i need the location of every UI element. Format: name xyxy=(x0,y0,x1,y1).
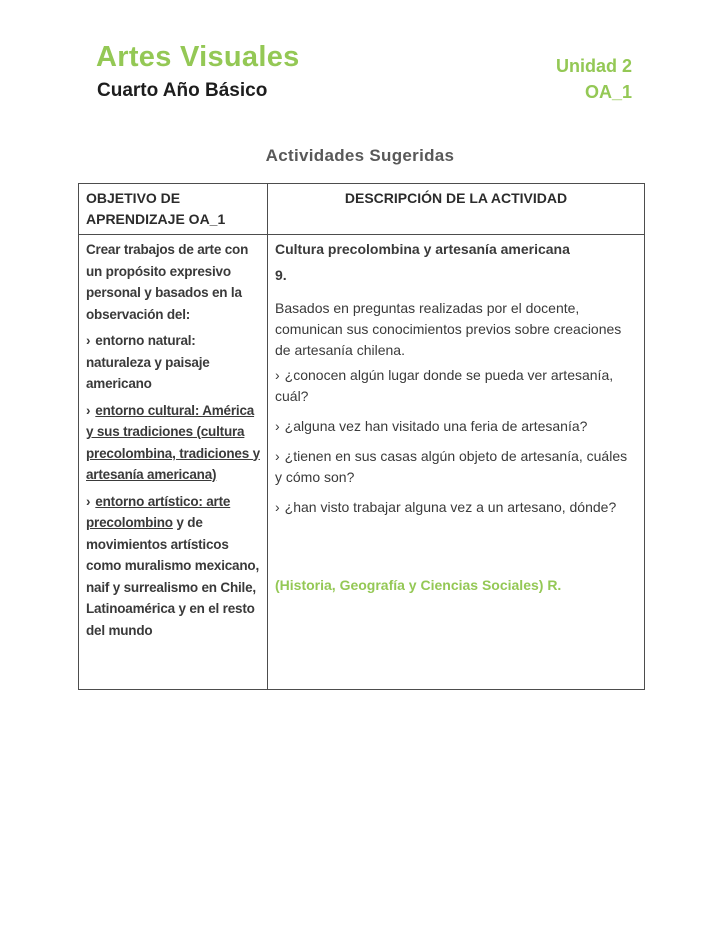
unit-block xyxy=(556,53,632,105)
objective-intro: Crear trabajos de arte con un propósito expresivo personal y basados en la observación del: xyxy=(86,242,249,322)
question-marker: › xyxy=(275,367,280,383)
activity-question xyxy=(275,497,637,518)
activity-question xyxy=(275,416,637,437)
bullet-underlined-text: entorno cultural: América y sus tradiciones (cultura precolombina, tradiciones y artesanía americana) xyxy=(86,402,260,482)
oa-label: OA_1 xyxy=(584,82,632,102)
activity-footer: (Historia, Geografía y Ciencias Sociales) R. xyxy=(275,577,562,593)
document-subtitle: Cuarto Año Básico xyxy=(97,80,268,101)
activity-cell xyxy=(268,235,645,690)
bullet-underlined-text: entorno artístico: arte precolombino xyxy=(86,493,231,530)
bullet-text: entorno natural: naturaleza y paisaje americano xyxy=(86,333,210,391)
activities-table xyxy=(78,183,645,690)
objective-bullet xyxy=(86,491,260,642)
activity-heading: Cultura precolombina y artesanía americana xyxy=(275,241,570,257)
bullet-marker: › xyxy=(86,333,91,348)
question-text: ¿conocen algún lugar donde se pueda ver artesanía, cuál? xyxy=(275,367,614,404)
table-body-row xyxy=(79,235,645,690)
activity-question xyxy=(275,446,637,488)
question-marker: › xyxy=(275,499,280,515)
column-header-description: DESCRIPCIÓN DE LA ACTIVIDAD xyxy=(268,184,645,235)
bullet-text: y de movimientos artísticos como muralismo mexicano, naif y surrealismo en Chile, Latinoamérica y en el resto del mundo xyxy=(86,515,260,638)
bullet-marker: › xyxy=(86,493,91,509)
bullet-marker: › xyxy=(86,402,91,418)
question-text: ¿han visto trabajar alguna vez a un artesano, dónde? xyxy=(284,499,617,515)
activity-intro: Basados en preguntas realizadas por el docente, comunican sus conocimientos previos sobre creaciones de artesanía chilena. xyxy=(275,300,622,358)
question-text: ¿tienen en sus casas algún objeto de artesanía, cuáles y cómo son? xyxy=(275,448,628,485)
question-text: ¿alguna vez han visitado una feria de artesanía? xyxy=(284,418,588,434)
activity-question xyxy=(275,365,637,407)
unit-label: Unidad 2 xyxy=(555,56,632,76)
question-marker: › xyxy=(275,448,280,464)
document-title: Artes Visuales xyxy=(96,41,300,73)
activity-number: 9. xyxy=(275,267,287,283)
question-marker: › xyxy=(275,418,280,434)
objective-bullet xyxy=(86,400,260,486)
column-header-objective: OBJETIVO DE APRENDIZAJE OA_1 xyxy=(79,184,268,235)
section-title: Actividades Sugeridas xyxy=(265,146,455,165)
table-header-row xyxy=(79,184,645,235)
objective-bullet xyxy=(86,330,260,395)
objective-cell xyxy=(79,235,268,690)
